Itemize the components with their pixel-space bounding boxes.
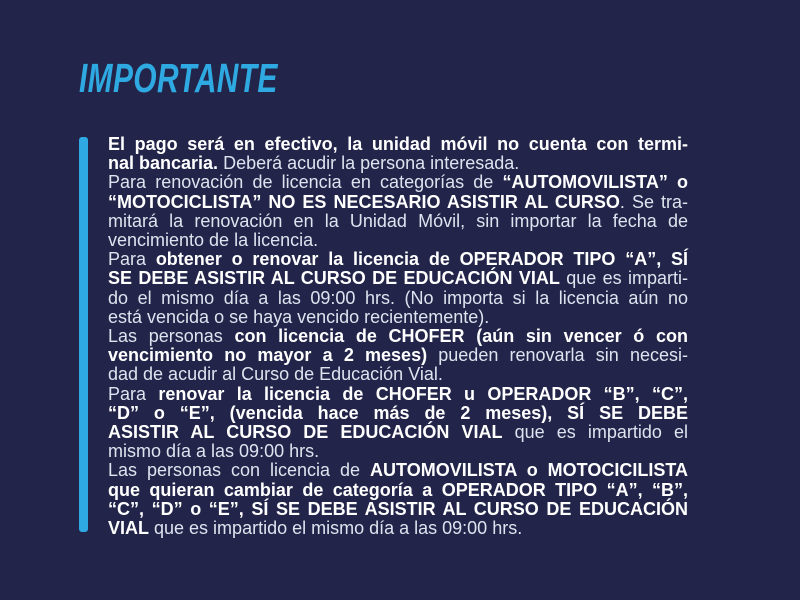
notice-regular-text: que es imparti-	[559, 268, 688, 289]
notice-line	[108, 250, 688, 269]
notice-regular-text: que es impartido el mismo día a las 09:00 hrs.	[149, 518, 523, 539]
notice-regular-text: do el mismo día a las 09:00 hrs. (No importa si la licencia aún no	[108, 287, 688, 308]
notice-line	[108, 346, 688, 365]
notice-regular-text: vencimiento de la licencia.	[108, 230, 319, 251]
notice-line	[108, 193, 688, 212]
notice-regular-text: Las personas con licencia de	[108, 460, 371, 481]
notice-regular-text: Para renovación de licencia en categorías de	[108, 172, 503, 193]
notice-line	[108, 519, 688, 538]
notice-line	[108, 231, 688, 250]
notice-line	[108, 154, 688, 173]
notice-bold-text: El pago será en efectivo, la unidad móvil no cuenta con termi-	[108, 134, 688, 154]
notice-bold-text: SE DEBE ASISTIR AL CURSO DE EDUCACIÓN VIAL	[108, 268, 560, 289]
notice-line	[108, 481, 688, 500]
notice-line	[108, 308, 688, 327]
notice-line	[108, 500, 688, 519]
notice-regular-text: dad de acudir al Curso de Educación Vial.	[108, 364, 443, 385]
notice-bold-text: ASISTIR AL CURSO DE EDUCACIÓN VIAL	[108, 422, 503, 443]
notice-bold-text: “C”, “D” o “E”, SÍ SE DEBE ASISTIR AL CURSO DE EDUCACIÓN	[108, 498, 688, 519]
notice-line	[108, 212, 688, 231]
notice-bold-text: obtener o renovar la licencia de OPERADOR TIPO “A”, SÍ	[155, 249, 688, 270]
notice-line	[108, 404, 688, 423]
notice-regular-text: mitará la renovación en la Unidad Móvil, sin importar la fecha de	[108, 210, 688, 231]
notice-regular-text: Las personas	[108, 326, 235, 347]
notice-bold-text: vencimiento no mayor a 2 meses)	[108, 345, 428, 366]
notice-regular-text: Para	[108, 249, 156, 270]
notice-line	[108, 173, 688, 192]
notice-line	[108, 327, 688, 346]
notice-bold-text: “MOTOCICLISTA” NO ES NECESARIO ASISTIR AL CURSO	[108, 191, 620, 212]
notice-bold-text: VIAL	[108, 518, 150, 539]
notice-line	[108, 365, 688, 384]
notice-bold-text: nal bancaria.	[108, 153, 219, 174]
notice-bold-text: con licencia de CHOFER (aún sin vencer ó con	[234, 326, 688, 347]
notice-line	[108, 269, 688, 288]
notice-line	[108, 442, 688, 461]
notice-bold-text: AUTOMOVILISTA o MOTOCICILISTA	[370, 460, 688, 481]
notice-regular-text: está vencida o se haya vencido recientemente).	[108, 306, 490, 327]
notice-bold-text: renovar la licencia de CHOFER u OPERADOR “B”, “C”,	[158, 383, 688, 404]
notice-line	[108, 135, 688, 154]
notice-bold-text: “AUTOMOVILISTA” o	[502, 172, 689, 193]
notice-bold-text: que quieran cambiar de categoría a OPERADOR TIPO “A”, “B”,	[108, 479, 688, 500]
notice-regular-text: Para	[108, 383, 159, 404]
notice-text	[108, 135, 688, 538]
notice-regular-text: pueden renovarla sin necesi-	[427, 345, 688, 366]
notice-bold-text: “D” o “E”, (vencida hace más de 2 meses), SÍ SE DEBE	[108, 402, 688, 423]
notice-regular-text: mismo día a las 09:00 hrs.	[108, 441, 320, 462]
notice-line	[108, 461, 688, 480]
page-title: IMPORTANTE	[79, 55, 278, 101]
notice-regular-text: Deberá acudir la persona interesada.	[218, 153, 520, 174]
notice-line	[108, 423, 688, 442]
accent-bar	[79, 137, 88, 532]
notice-regular-text: . Se tra-	[619, 191, 688, 212]
notice-regular-text: que es impartido el	[502, 422, 688, 443]
notice-line	[108, 385, 688, 404]
notice-line	[108, 289, 688, 308]
